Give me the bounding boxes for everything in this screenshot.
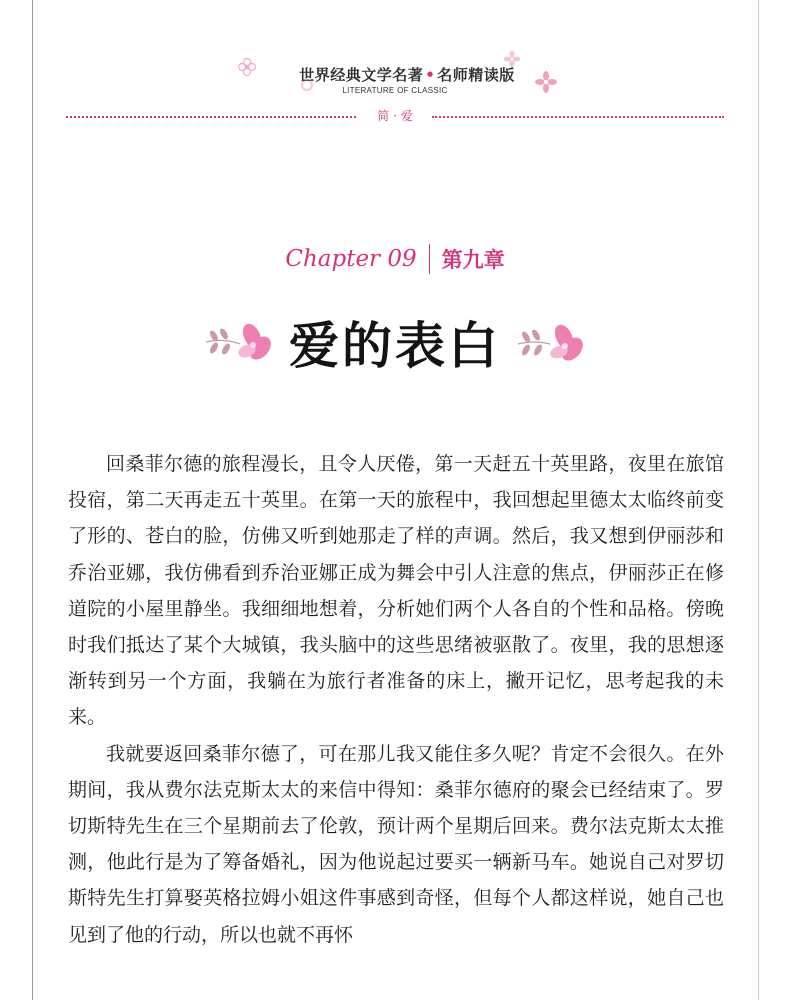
body-paragraph: 我就要返回桑菲尔德了，可在那儿我又能住多久呢？肯定不会很久。在外期间，我从费尔法克斯太太的来信中得知：桑菲尔德府的聚会已经结束了。罗切斯特先生在三个星期前去了伦敦，预计两个星期后回来。费尔法克斯太太推测，他此行是为了筹备婚礼，因为他说起过要买一辆新马车。她说自己对罗切斯特先生打算娶英格拉姆小姐这件事感到奇怪，但每个人都这样说，她自己也见到了他的行动，所以也就不再怀 bbox=[68, 742, 724, 946]
series-title-main: 世界经典文学名著 bbox=[299, 66, 424, 84]
chapter-body bbox=[68, 446, 724, 1000]
flower-ornament-right-icon bbox=[514, 318, 586, 366]
series-title bbox=[262, 64, 552, 85]
flower-icon bbox=[236, 56, 258, 78]
page-header bbox=[0, 50, 790, 130]
chapter-title: 爱的表白 bbox=[289, 316, 501, 375]
header-divider-right bbox=[432, 116, 724, 118]
chapter-label-divider bbox=[429, 244, 430, 274]
page-left-edge bbox=[32, 0, 33, 1000]
series-title-edition: 名师精读版 bbox=[437, 66, 515, 84]
page-right-edge bbox=[758, 0, 759, 1000]
body-paragraph: 回桑菲尔德的旅程漫长，且令人厌倦，第一天赶五十英里路，夜里在旅馆投宿，第二天再走五十英里。在第一天的旅程中，我回想起里德太太临终前变了形的、苍白的脸，仿佛又听到她那走了样的声调。然后，我又想到伊丽莎和乔治亚娜，我仿佛看到乔治亚娜正成为舞会中引人注意的焦点，伊丽莎正在修道院的小屋里静坐。我细细地想着，分析她们两个人各自的个性和品格。傍晚时我们抵达了某个大城镇，我头脑中的这些思绪被驱散了。夜里，我的思想逐渐转到另一个方面，我躺在为旅行者准备的床上，撇开记忆，思考起我的未来。 bbox=[68, 453, 724, 729]
series-title-separator: • bbox=[425, 66, 436, 84]
book-title-tag: 简 · 爱 bbox=[377, 109, 413, 123]
chapter-label-en: Chapter 09 bbox=[285, 246, 417, 272]
series-subtitle: LITERATURE OF CLASSIC bbox=[342, 86, 448, 95]
chapter-label-cn: 第九章 bbox=[441, 248, 505, 272]
chapter-label bbox=[0, 244, 790, 274]
header-divider-left bbox=[66, 116, 356, 118]
